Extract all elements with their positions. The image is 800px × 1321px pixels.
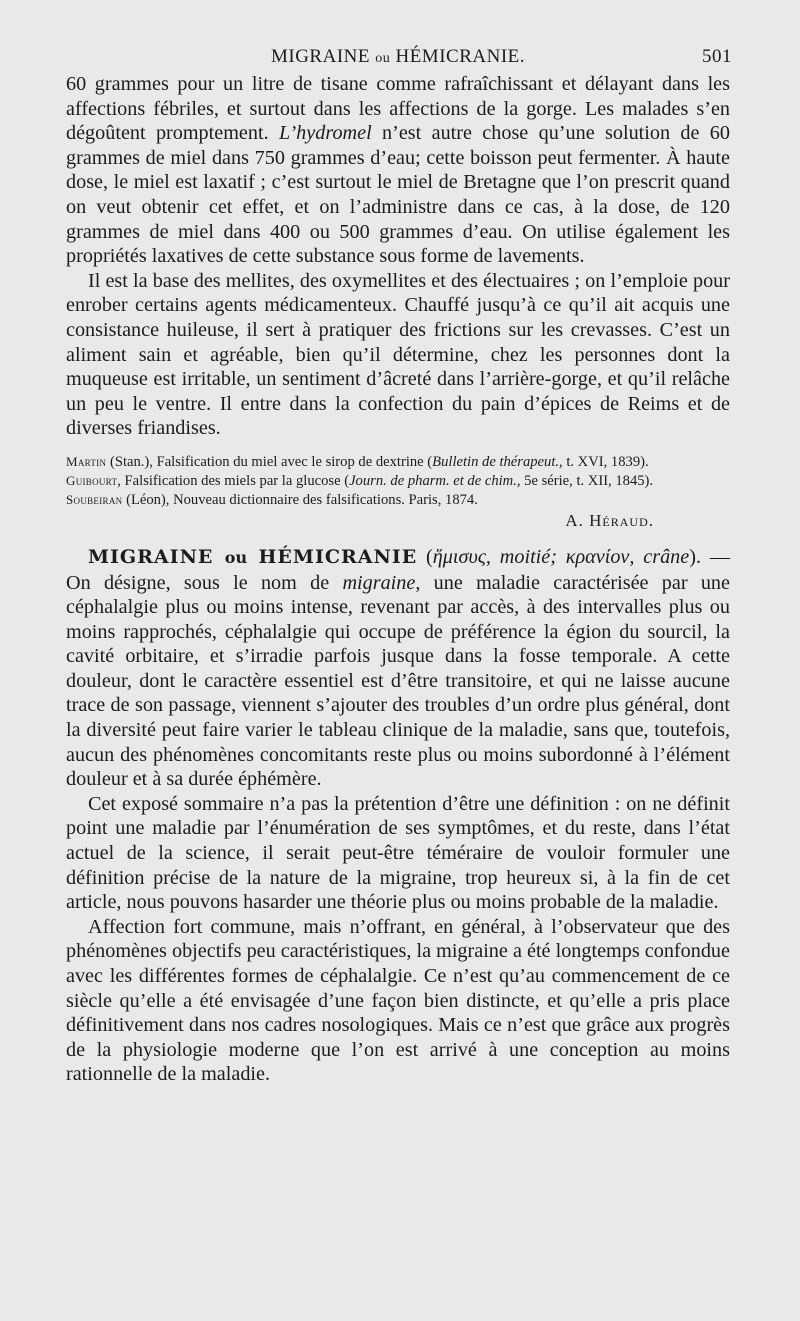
running-title-ou: ou xyxy=(375,51,391,66)
continuation-text xyxy=(66,72,730,441)
article-text xyxy=(66,545,730,1087)
greek-term: κρανίον, xyxy=(565,545,635,568)
term-migraine: migraine xyxy=(342,571,416,594)
running-title-main: MIGRAINE xyxy=(270,46,370,67)
reference-item: Martin (Stan.), Falsification du miel avec le sirop de dextrine (Bulletin de thérapeut., t. XVI, 1839). xyxy=(66,453,649,470)
reference-item: Guibourt, Falsification des miels par la glucose (Journ. de pharm. et de chim., 5e série, t. XII, 1845). xyxy=(66,472,654,489)
page-number: 501 xyxy=(702,46,732,67)
headword: MIGRAINE ou HÉMICRANIE xyxy=(88,545,418,568)
running-title-end: HÉMICRANIE. xyxy=(395,46,526,67)
bibliography xyxy=(66,453,730,509)
paragraph: Cet exposé sommaire n’a pas la prétention d’être une définition : on ne définit point une maladie par l’énumération de ses symptômes, et du reste, dans l’état actuel de la science, il serait peut-être téméraire de vouloir formuler une définition précise de la nature de la migraine, trop heureux si, à la fin de cet article, nous pouvons hasarder une théorie plus ou moins probable de la maladie. xyxy=(66,792,730,914)
greek-term: ἥμισυς, xyxy=(432,545,491,568)
reference-item: Soubeiran (Léon), Nouveau dictionnaire des falsifications. Paris, 1874. xyxy=(66,491,478,508)
article-opening: MIGRAINE ou HÉMICRANIE (ἥμισυς, moitié; κρανίον, crâne). — On désigne, sous le nom de migraine, une maladie caractérisée par une céphalalgie plus ou moins intense, revenant par accès, à des intervalles plus ou moins rapprochés, céphalalgie qui occupe de préférence la égion du sourcil, la cavité orbitaire, et s’irradie parfois jusque dans la fosse temporale. A cette douleur, dont le caractère essentiel est d’être transitoire, et qui ne laisse aucune trace de son passage, viennent s’ajouter des troubles d’un ordre plus général, dont la diversité peut faire varier le tableau clinique de la maladie, sans que, toutefois, aucun des phénomènes concomitants reste plus ou moins subordonné à l’élément douleur et à sa durée éphémère. xyxy=(66,545,731,791)
author-signature: A. Héraud. xyxy=(565,510,654,530)
running-head xyxy=(66,40,730,72)
paragraph: 60 grammes pour un litre de tisane comme rafraîchissant et délayant dans les affections fébriles, et surtout dans les affections de la gorge. Les malades s’en dégoûtent promptement. L’hydromel n’est autre chose qu’une solution de 60 grammes de miel dans 750 grammes d’eau; cette boisson peut fermenter. À haute dose, le miel est laxatif ; c’est surtout le miel de Bretagne que l’on prescrit quand on veut obtenir cet effet, et on l’administre dans ce cas, à la dose, de 120 grammes de miel dans 400 ou 500 grammes d’eau. On utilise également les propriétés laxatives de cette substance sous forme de lavements. xyxy=(66,73,730,268)
paragraph: Il est la base des mellites, des oxymellites et des électuaires ; on l’emploie pour enrober certains agents médicamenteux. Chauffé jusqu’à ce qu’il ait acquis une consistance huileuse, il sert à pratiquer des frictions sur les crevasses. C’est un aliment sain et agréable, bien qu’il détermine, chez les personnes dont la muqueuse est irritable, un sentiment d’âcreté dans l’arrière-gorge, et qu’il relâche un peu le ventre. Il entre dans la confection du pain d’épices de Reims et de diverses friandises. xyxy=(66,269,730,440)
paragraph: Affection fort commune, mais n’offrant, en général, à l’observateur que des phénomènes objectifs peu caractéristiques, la migraine a été longtemps confondue avec les différentes formes de céphalalgie. Ce n’est qu’au commencement de ce siècle qu’elle a été envisagée d’une façon bien distincte, et qu’elle a pris place définitivement dans nos cadres nosologiques. Mais ce n’est que grâce aux progrès de la physiologie moderne que l’on est arrivé à une conception au moins rationnelle de la maladie. xyxy=(66,915,730,1086)
term-hydromel: L’hydromel xyxy=(278,122,372,145)
running-title xyxy=(66,46,730,68)
